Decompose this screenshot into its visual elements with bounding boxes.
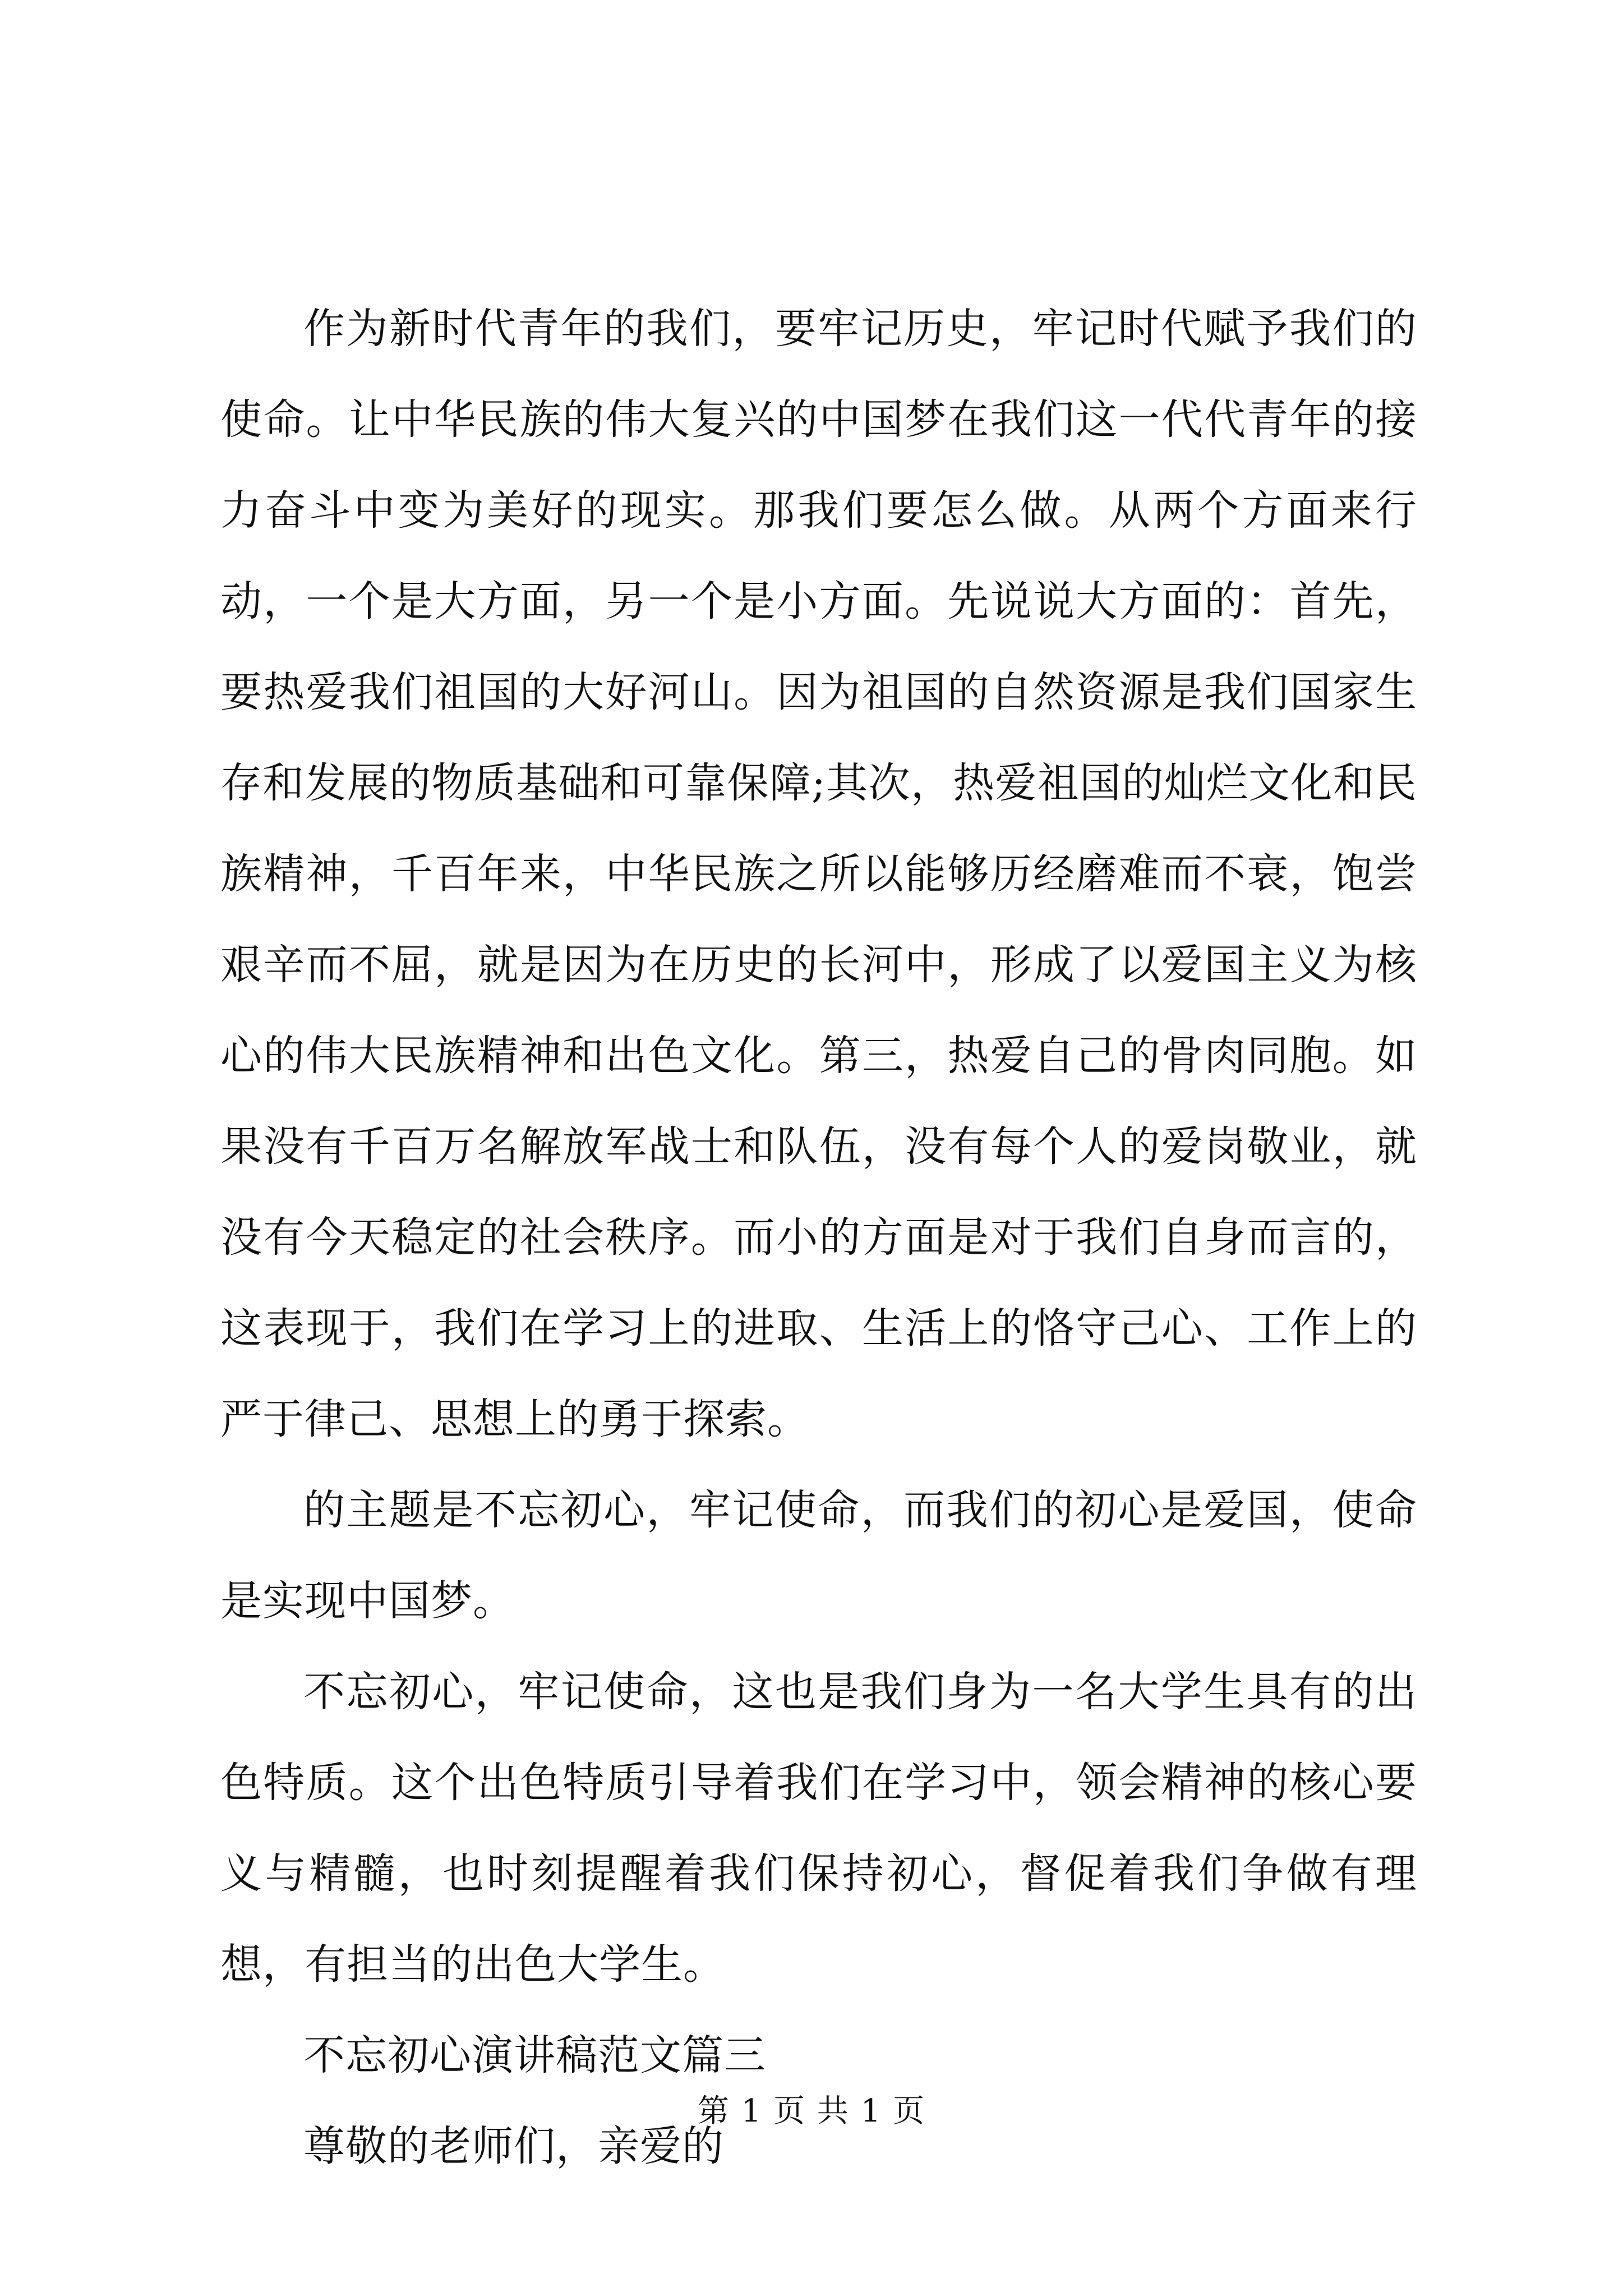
paragraph-theme: 的主题是不忘初心，牢记使命，而我们的初心是爱国，使命是实现中国梦。: [220, 1486, 1417, 1625]
paragraph-student: 不忘初心，牢记使命，这也是我们身为一名大学生具有的出色特质。这个出色特质引导着我们在学习中，领会精神的核心要义与精髓，也时刻提醒着我们保持初心，督促着我们争做有理想，有担当的出色大学生。: [220, 1668, 1417, 1989]
document-body: [220, 283, 1417, 2192]
section-title: 不忘初心演讲稿范文篇三: [303, 2031, 766, 2079]
salutation: 尊敬的老师们，亲爱的: [303, 2122, 724, 2170]
page-footer: 第 1 页 共 1 页: [697, 2093, 926, 2129]
paragraph-mission: 作为新时代青年的我们，要牢记历史，牢记时代赋予我们的使命。让中华民族的伟大复兴的中国梦在我们这一代代青年的接力奋斗中变为美好的现实。那我们要怎么做。从两个方面来行动，一个是大方面，另一个是小方面。先说说大方面的：首先，要热爱我们祖国的大好河山。因为祖国的自然资源是我们国家生存和发展的物质基础和可靠保障;其次，热爱祖国的灿烂文化和民族精神，千百年来，中华民族之所以能够历经磨难而不衰，饱尝艰辛而不屈，就是因为在历史的长河中，形成了以爱国主义为核心的伟大民族精神和出色文化。第三，热爱自己的骨肉同胞。如果没有千百万名解放军战士和队伍，没有每个人的爱岗敬业，就没有今天稳定的社会秩序。而小的方面是对于我们自身而言的，这表现于，我们在学习上的进取、生活上的恪守己心、工作上的严于律己、思想上的勇于探索。: [220, 305, 1417, 1443]
